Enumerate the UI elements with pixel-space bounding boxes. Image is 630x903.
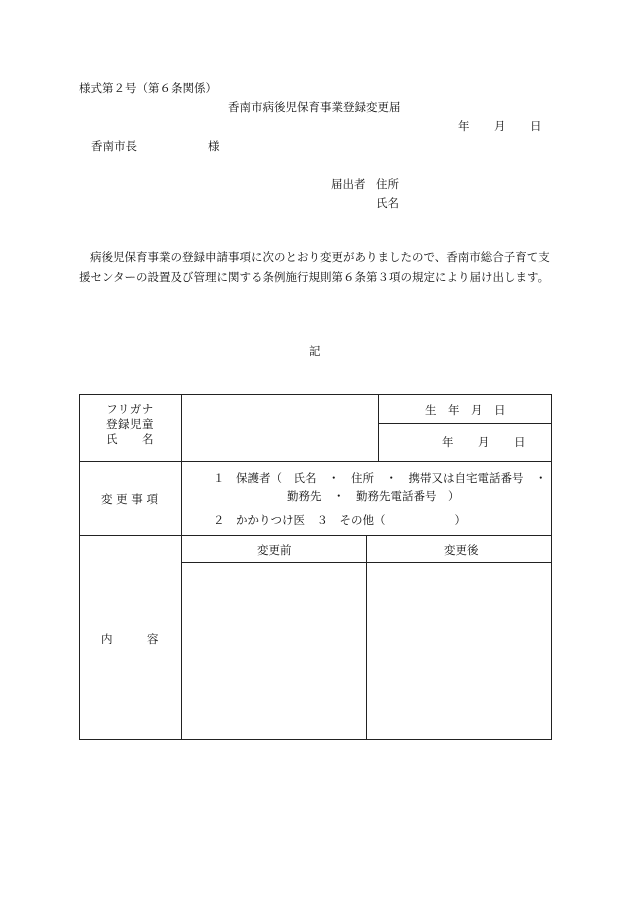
change-item-guardian[interactable]: １ 保護者（ 氏名 ・ 住所 ・ 携帯又は自宅電話番号 ・ xyxy=(213,471,547,485)
birth-year: 年 xyxy=(442,435,454,449)
addressee-honorific: 様 xyxy=(208,139,220,153)
birth-date-header: 生 年 月 日 xyxy=(425,403,506,417)
change-item-workplace[interactable]: 勤務先 ・ 勤務先電話番号 ） xyxy=(287,489,460,503)
child-labels xyxy=(79,402,181,447)
date-day: 日 xyxy=(530,119,542,133)
document-title: 香南市病後児保育事業登録変更届 xyxy=(228,100,401,114)
child-name-field[interactable] xyxy=(182,395,378,461)
notifier-address-label: 住所 xyxy=(376,177,399,191)
notifier-label: 届出者 xyxy=(331,177,366,191)
before-header: 変更前 xyxy=(257,543,292,557)
name-label: 氏 名 xyxy=(106,432,154,446)
before-content-field[interactable] xyxy=(182,563,366,739)
changes-label: 変 更 事 項 xyxy=(101,492,158,506)
birth-day: 日 xyxy=(514,435,526,449)
form-number: 様式第２号（第６条関係） xyxy=(79,81,217,95)
notifier-name-label: 氏名 xyxy=(376,196,399,210)
date-year: 年 xyxy=(458,119,470,133)
after-header: 変更後 xyxy=(444,543,479,557)
ki-label: 記 xyxy=(309,344,321,358)
after-content-field[interactable] xyxy=(367,563,551,739)
registered-child-label: 登録児童 xyxy=(106,417,154,431)
date-month: 月 xyxy=(494,119,506,133)
furigana-label: フリガナ xyxy=(106,402,154,416)
addressee-name: 香南市長 xyxy=(91,139,137,153)
change-item-doctor-other[interactable]: ２ かかりつけ医 ３ その他（ ） xyxy=(213,513,466,527)
body-text: 病後児保育事業の登録申請事項に次のとおり変更がありましたので、香南市総合子育て支援センターの設置及び管理に関する条例施行規則第６条第３項の規定により届け出します。 xyxy=(79,250,550,284)
change-table xyxy=(79,394,552,740)
birth-month: 月 xyxy=(478,435,490,449)
content-label: 内 容 xyxy=(101,632,159,646)
